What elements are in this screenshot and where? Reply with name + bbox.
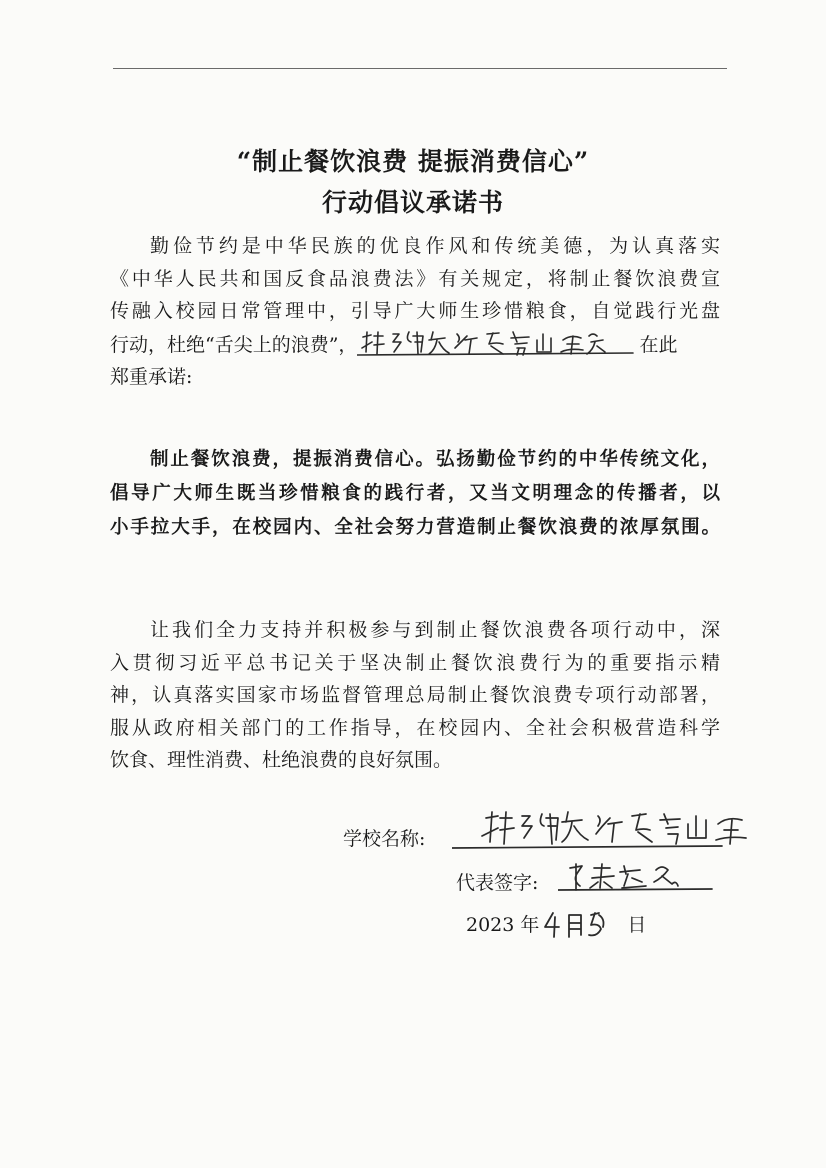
call-line: 入贯彻习近平总书记关于坚决制止餐饮浪费行为的重要指示精: [110, 651, 720, 674]
intro-line-tail: 在此: [639, 333, 678, 356]
intro-paragraph: [110, 230, 720, 394]
intro-line-with-signature: [110, 328, 720, 362]
date-year: 2023 年: [466, 914, 540, 936]
intro-line: 勤俭节约是中华民族的优良作风和传统美德，为认真落实: [150, 235, 720, 257]
date-day-suffix: 日: [627, 914, 647, 936]
call-paragraph: [110, 614, 720, 777]
intro-line: 行动，杜绝“舌尖上的浪费”，: [110, 333, 358, 356]
intro-line: 郑重承诺:: [110, 366, 193, 388]
document-title: “制止餐饮浪费 提振消费信心”: [236, 147, 590, 176]
school-name-signature: [452, 808, 758, 854]
call-line: 让我们全力支持并积极参与到制止餐饮浪费各项行动中，深: [150, 619, 720, 641]
intro-line: 《中华人民共和国反食品浪费法》有关规定，将制止餐饮浪费宣: [110, 267, 720, 290]
representative-signature-label: 代表签字:: [456, 872, 539, 894]
call-line: 饮食、理性消费、杜绝浪费的良好氛围。: [110, 749, 453, 771]
pledge-paragraph: [110, 443, 720, 545]
inline-school-signature: [357, 328, 639, 358]
handwritten-month-day: [539, 913, 627, 935]
call-line: 神，认真落实国家市场监督管理总局制止餐饮浪费专项行动部署，: [110, 684, 720, 706]
call-line: 服从政府相关部门的工作指导，在校园内、全社会积极营造科学: [110, 716, 720, 739]
pledge-line: 小手拉大手，在校园内、全社会努力营造制止餐饮浪费的浓厚氛围。: [110, 517, 720, 538]
school-name-label: 学校名称:: [343, 828, 426, 850]
pledge-line: 倡导广大师生既当珍惜粮食的践行者，又当文明理念的传播者，以: [110, 483, 720, 504]
intro-line: 传融入校园日常管理中，引导广大师生珍惜粮食，自觉践行光盘: [110, 300, 720, 322]
pledge-line: 制止餐饮浪费，提振消费信心。弘扬勤俭节约的中华传统文化，: [150, 449, 720, 470]
representative-signature: [558, 860, 718, 896]
header-rule: [113, 68, 727, 69]
date-line: [466, 910, 646, 937]
document-subtitle: 行动倡议承诺书: [321, 188, 504, 217]
